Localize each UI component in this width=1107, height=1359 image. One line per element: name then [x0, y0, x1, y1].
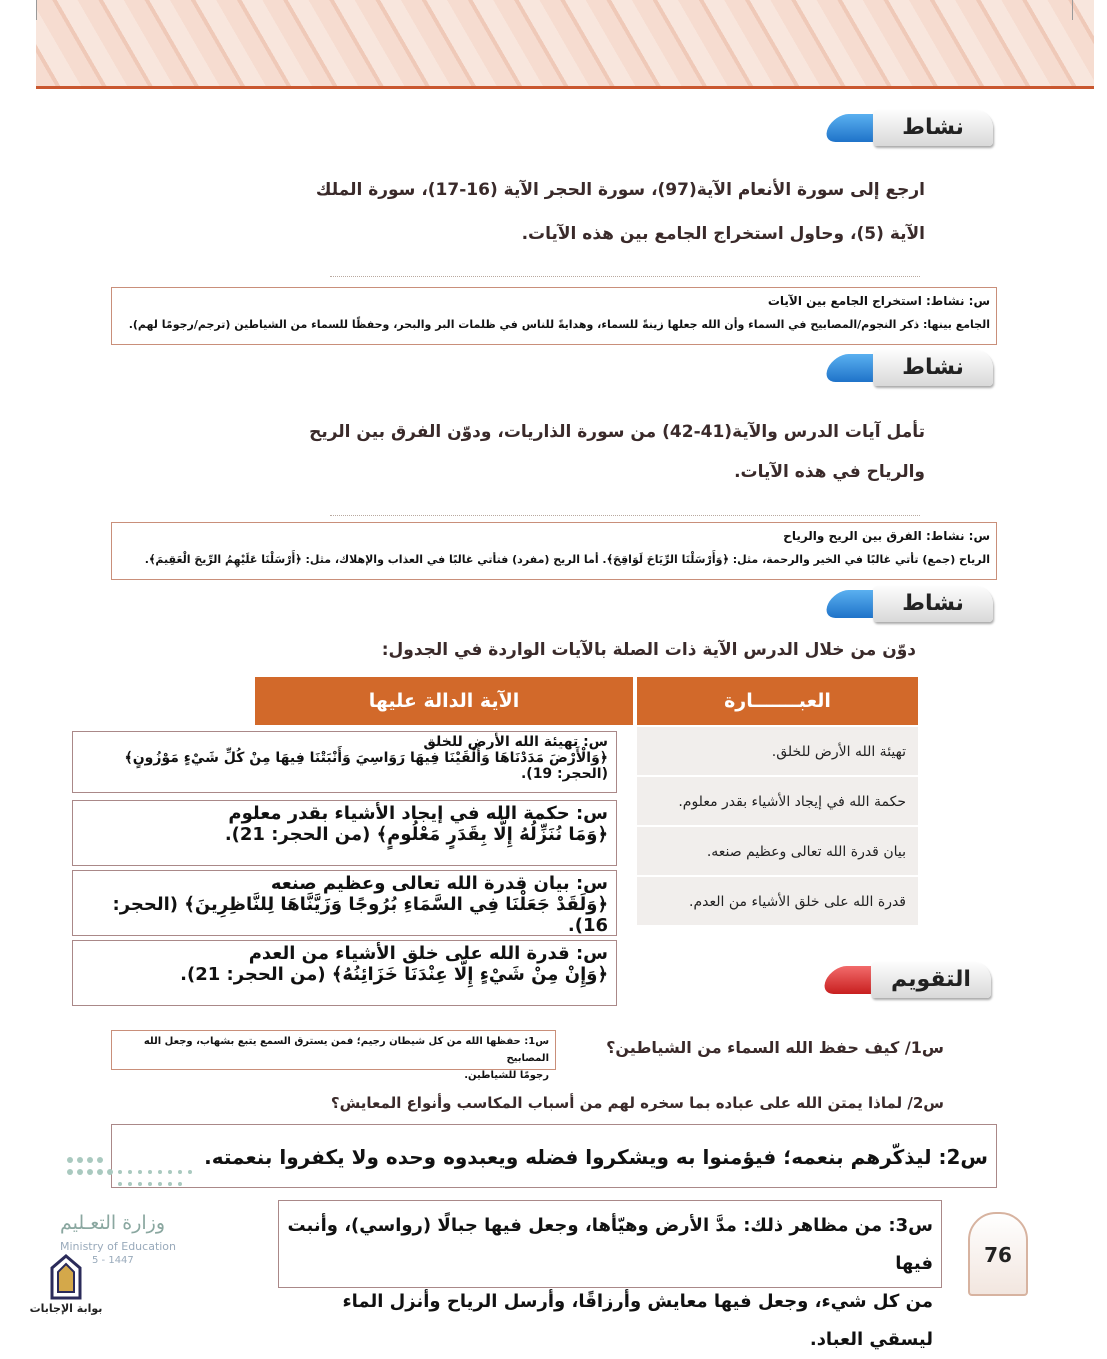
activity2-text [300, 420, 925, 484]
answer-question: س: قدرة الله على خلق الأشياء من العدم [248, 943, 608, 964]
answer-line: س3: من مظاهر ذلك: مدَّ الأرض وهيّأها، وجعل فيها جبالًا (رواسي)، وأنبت فيها [287, 1215, 933, 1274]
answer-line: س: نشاط: استخراج الجامع بين الآيات [767, 294, 990, 308]
answer-verse: ﴿وَالْأَرْضَ مَدَدْنَاهَا وَأَلْقَيْنَا فِيهَا رَوَاسِيَ وَأَنْبَتْنَا فِيهَا مِنْ كُلِّ شَيْءٍ مَوْزُونٍ﴾ (الحجر: 19). [124, 750, 608, 782]
header-rule [36, 86, 1094, 89]
table-answer [72, 800, 617, 866]
answer-line: رجومًا للشياطين. [464, 1070, 549, 1081]
activity3-instruction: دوّن من خلال الدرس الآية ذات الصلة بالآيات الواردة في الجدول: [381, 640, 916, 660]
table-cell-statement: قدرة الله على خلق الأشياء من العدم. [637, 877, 918, 927]
answer-line: الرياح (جمع) تأتي غالبًا في الخير والرحمة، مثل: ﴿وَأَرْسَلْنَا الرِّيَاحَ لَوَاقِحَ﴾. أما الريح (مفرد) فتأتي غالبًا في العذاب والإهلاك، مثل: ﴿أَرْسَلْنَا عَلَيْهِمُ الرِّيحَ الْعَقِيمَ﴾. [144, 553, 990, 566]
activity-tab [828, 586, 993, 622]
answer-question: س: بيان قدرة الله تعالى وعظيم صنعه [270, 873, 608, 894]
table-answer [72, 940, 617, 1006]
table-cell-statement: حكمة الله في إيجاد الأشياء بقدر معلوم. [637, 777, 918, 827]
ministry-name-ar: وزارة التعـليم [60, 1212, 166, 1234]
answers-portal-logo [44, 1254, 88, 1302]
evaluation-answer-2: س2: ليذكّرهم بنعمه؛ فيؤمنوا به ويشكروا فضله ويعبدوه وحده ولا يكفروا بنعمته. [111, 1124, 997, 1188]
activity-label: نشاط [873, 110, 993, 146]
activity2-answer [111, 522, 997, 580]
answer-line: الجامع بينها: ذكر النجوم/المصابيح في السماء وأن الله جعلها زينةً للسماء، وهدايةً للناس في ظلمات البر والبحر، وحفظًا للسماء من الشياطين (ترجم/رجومًا لهم). [128, 318, 990, 331]
activity-tab [828, 350, 993, 386]
activity1-line2: الآية (5)، وحاول استخراج الجامع بين هذه الآيات. [521, 224, 925, 244]
dots-pattern-icon [60, 1150, 200, 1200]
evaluation-question-2: س2/ لماذا يمتن الله على عباده بما سخره لهم من أسباب المكاسب وأنواع المعايش؟ [330, 1094, 944, 1112]
evaluation-label: التقويم [871, 962, 991, 998]
activity-label: نشاط [873, 350, 993, 386]
activity-label: نشاط [873, 586, 993, 622]
evaluation-question-1: س1/ كيف حفظ الله السماء من الشياطين؟ [606, 1038, 944, 1057]
answer-question: س: حكمة الله في إيجاد الأشياء بقدر معلوم [228, 803, 608, 824]
answer-line: س: نشاط: الفرق بين الريح والرياح [783, 529, 990, 543]
activity1-answer [111, 287, 997, 345]
table-answer [72, 870, 617, 936]
activity-tab [828, 110, 993, 146]
header-pattern [36, 0, 1094, 88]
activity2-line1: تأمل آيات الدرس والآية(41-42) من سورة الذاريات، ودوّن الفرق بين الريح [309, 422, 925, 442]
evaluation-answer-3 [278, 1200, 942, 1350]
evaluation-answer-1 [111, 1030, 556, 1081]
divider [330, 276, 920, 277]
table-header-statement: العبـــــــارة [637, 677, 918, 725]
answer-verse: ﴿وَإِنْ مِنْ شَيْءٍ إِلَّا عِنْدَنَا خَزَائِنُهُ﴾ (من الحجر: 21). [180, 964, 608, 985]
activity1-text [300, 178, 925, 246]
page-number: 76 [968, 1212, 1028, 1296]
crop-mark [36, 0, 37, 20]
answer-verse: ﴿وَلَقَدْ جَعَلْنَا فِي السَّمَاءِ بُرُوجًا وَزَيَّنَّاهَا لِلنَّاظِرِينَ﴾ (الحجر: 16). [112, 894, 608, 936]
table-cell-statement: تهيئة الله الأرض للخلق. [637, 727, 918, 777]
divider [330, 515, 920, 516]
answers-portal-label: بوابة الإجابات [29, 1302, 103, 1315]
table-cell-statement: بيان قدرة الله تعالى وعظيم صنعه. [637, 827, 918, 877]
answer-line: من كل شيء، وجعل فيها معايش وأرزاقًا، وأرسل الرياح وأنزل الماء ليسقي العباد. [342, 1291, 933, 1350]
table-header-verse: الآية الدالة عليها [255, 677, 633, 725]
evaluation-tab [826, 962, 991, 998]
answer-question: س: تهيئة الله الأرض للخلق [423, 734, 608, 750]
activity1-line1: ارجع إلى سورة الأنعام الآية(97)، سورة الحجر الآية (16-17)، سورة الملك [315, 180, 925, 200]
ministry-year: 5 - 1447 [92, 1255, 134, 1266]
activity2-line2: والرياح في هذه الآيات. [734, 462, 925, 482]
lantern-icon [44, 1254, 88, 1302]
ministry-name-en: Ministry of Education [60, 1240, 177, 1253]
answer-verse: ﴿وَمَا نُنَزِّلُهُ إِلَّا بِقَدَرٍ مَعْلُومٍ﴾ (من الحجر: 21). [224, 824, 608, 845]
crop-mark [1072, 0, 1073, 20]
table-answer [72, 731, 617, 793]
answer-line: س1: حفظها الله من كل شيطان رجيم؛ فمن يسترق السمع يتبع بشهاب، وجعل الله المصابيح [143, 1036, 549, 1064]
ministry-dots-logo [60, 1150, 200, 1200]
